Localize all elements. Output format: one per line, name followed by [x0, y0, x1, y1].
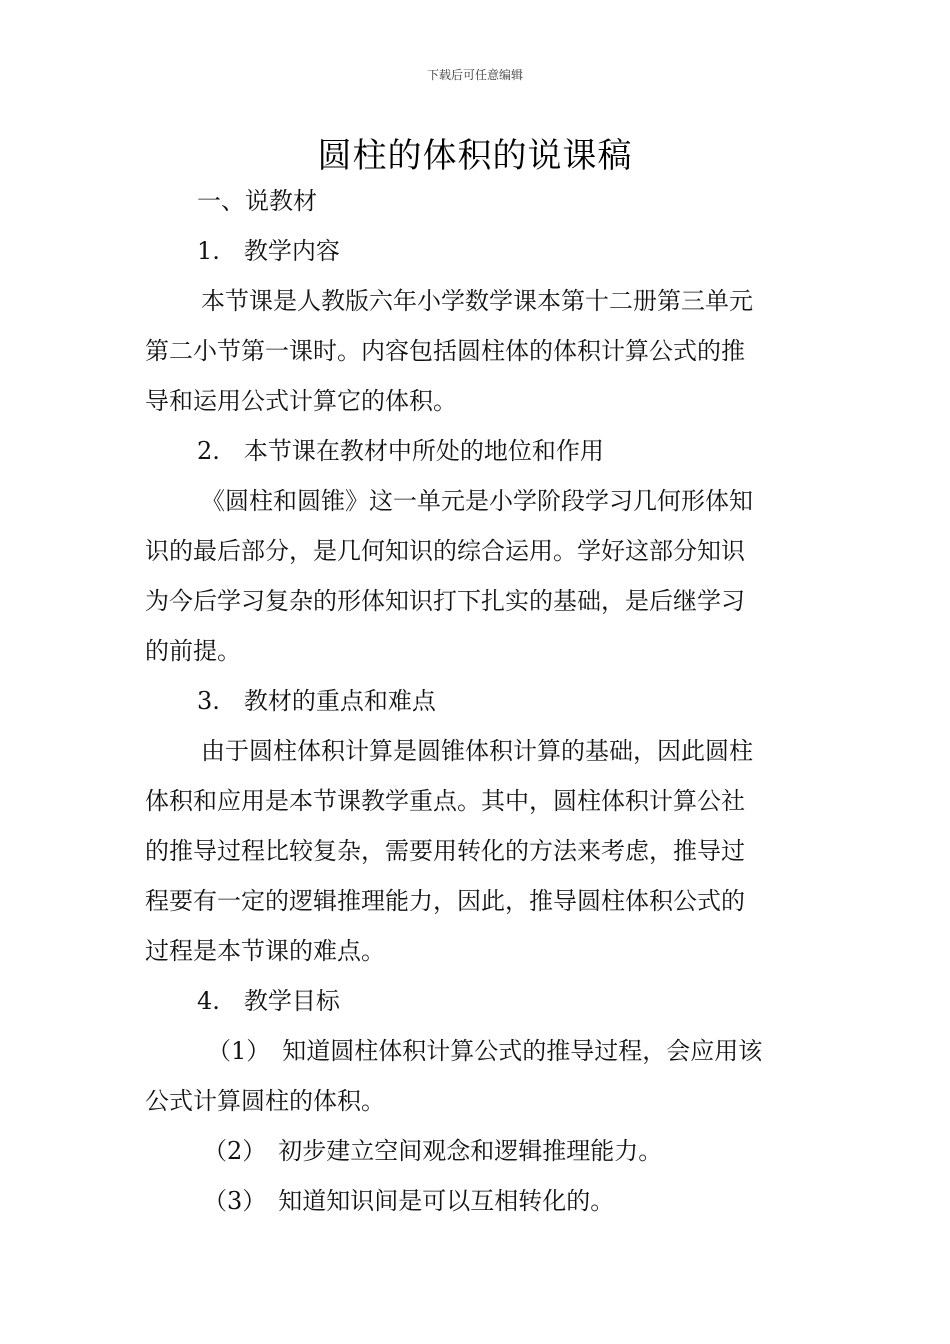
paragraph-line: 体积和应用是本节课教学重点。其中，圆柱体积计算公社	[145, 787, 745, 815]
subsection-heading: 2. 本节课在教材中所处的地位和作用	[197, 437, 604, 465]
paragraph-line: 本节课是人教版六年小学数学课本第十二册第三单元	[201, 287, 753, 315]
document-body	[145, 176, 810, 1226]
paragraph-line: 的推导过程比较复杂，需要用转化的方法来考虑，推导过	[145, 837, 745, 865]
paragraph-line: 《圆柱和圆锥》这一单元是小学阶段学习几何形体知	[201, 487, 753, 515]
list-item: （3） 知道知识间是可以互相转化的。	[203, 1187, 615, 1215]
paragraph-line: 第二小节第一课时。内容包括圆柱体的体积计算公式的推	[145, 337, 745, 365]
paragraph-line: 识的最后部分，是几何知识的综合运用。学好这部分知识	[145, 537, 745, 565]
subsection-heading: 3. 教材的重点和难点	[197, 687, 436, 715]
paragraph-line: 程要有一定的逻辑推理能力，因此，推导圆柱体积公式的	[145, 887, 745, 915]
paragraph-line: 过程是本节课的难点。	[145, 937, 385, 965]
subsection-heading: 1. 教学内容	[197, 237, 340, 265]
paragraph-line: 由于圆柱体积计算是圆锥体积计算的基础，因此圆柱	[201, 737, 753, 765]
paragraph-line: 导和运用公式计算它的体积。	[145, 387, 457, 415]
section-heading: 一、说教材	[197, 187, 317, 215]
subsection-heading: 4. 教学目标	[197, 987, 340, 1015]
list-item-continuation: 公式计算圆柱的体积。	[145, 1087, 385, 1115]
header-note: 下载后可任意编辑	[426, 68, 523, 82]
paragraph-line: 为今后学习复杂的形体知识打下扎实的基础，是后继学习	[145, 587, 745, 615]
list-item: （2） 初步建立空间观念和逻辑推理能力。	[203, 1137, 663, 1165]
document-title: 圆柱的体积的说课稿	[317, 136, 633, 176]
paragraph-line: 的前提。	[145, 637, 241, 665]
list-item: （1） 知道圆柱体积计算公式的推导过程，会应用该	[207, 1037, 763, 1065]
